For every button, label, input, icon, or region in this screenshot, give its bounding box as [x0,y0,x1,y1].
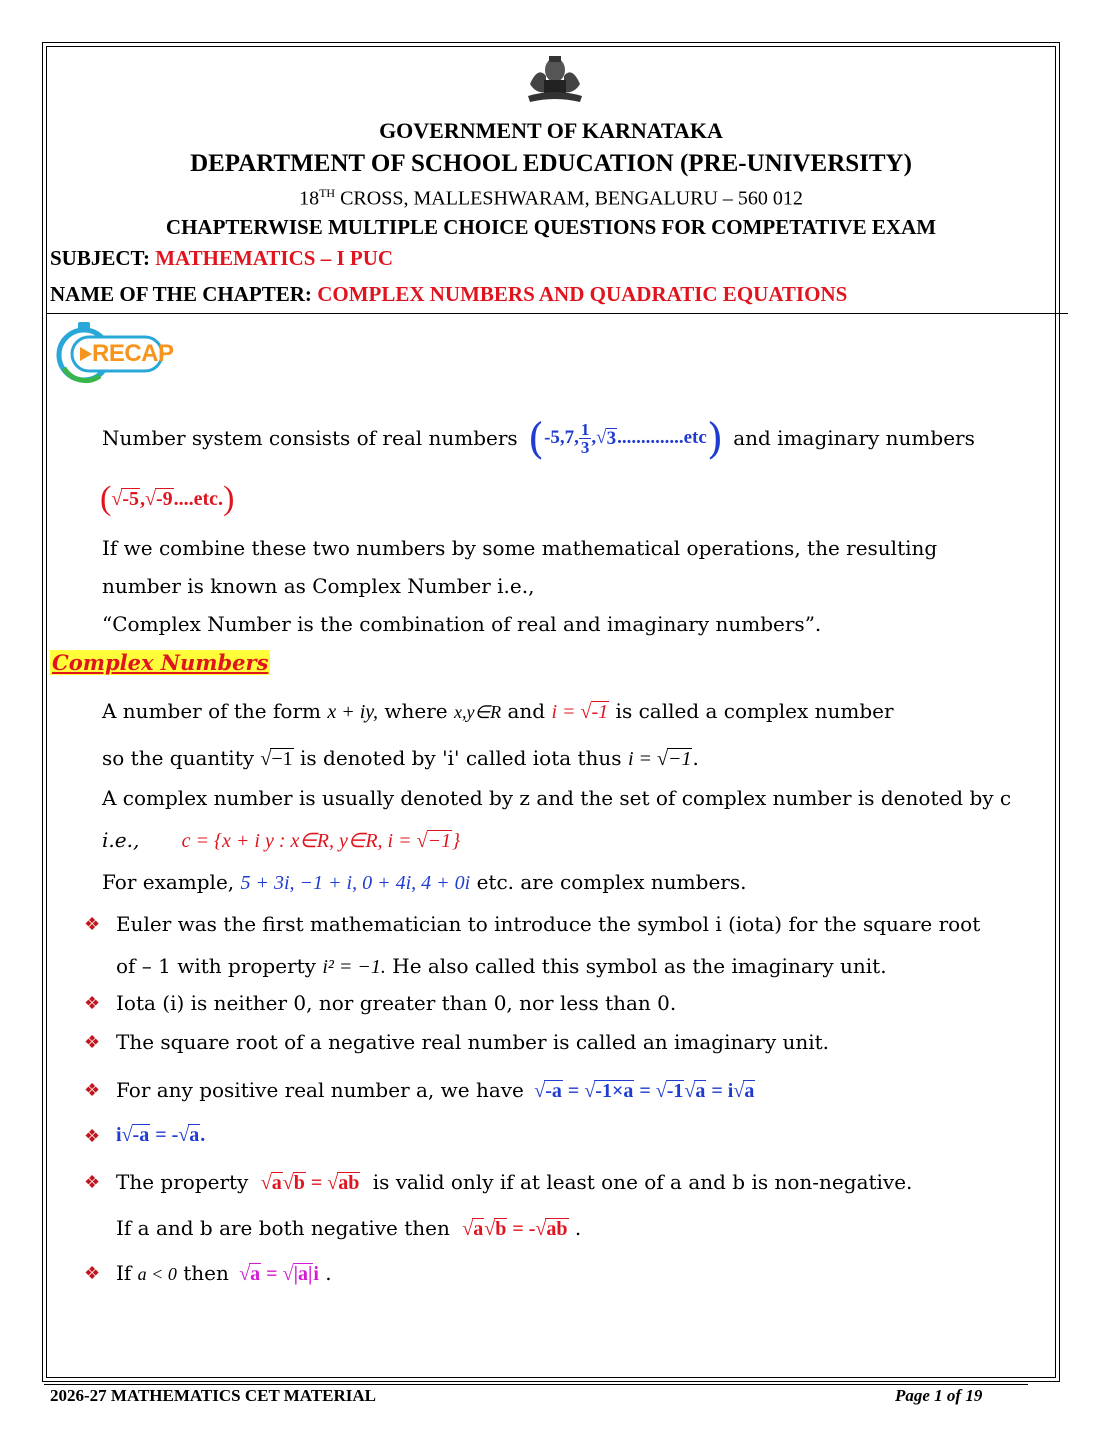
intro-line-2: If we combine these two numbers by some mathematical operations, the resulting [102,536,938,560]
header-divider [46,313,1068,314]
bullet-property-line-1: The property √a√b = √ab is valid only if at least one of a and b is non-negative. [116,1170,913,1194]
imaginary-examples: ( √ -5 ,√ -9 ....etc. ) [100,480,235,517]
footer-material-title: 2026-27 MATHEMATICS CET MATERIAL [50,1386,377,1405]
chapter-line: NAME OF THE CHAPTER: COMPLEX NUMBERS AND QUADRATIC EQUATIONS [50,282,848,306]
header-address: 18TH CROSS, MALLESHWARAM, BENGALURU – 560 012 [299,186,803,210]
bullet-property-line-2: If a and b are both negative then √a√b = -√ab . [116,1216,582,1240]
diamond-bullet-icon: ❖ [84,1126,101,1147]
bullet-euler-line-2: of – 1 with property i² = −1. He also called this symbol as the imaginary unit. [116,954,887,978]
intro-line-3: number is known as Complex Number i.e., [102,574,535,598]
bullet-positive-real: For any positive real number a, we have √-a = √-1×a = √-1√a = i√a [116,1078,755,1102]
header-department: DEPARTMENT OF SCHOOL EDUCATION (PRE-UNIVERSITY) [190,150,912,177]
bullet-i-sqrt-neg-a: i√-a = -√a. [116,1124,206,1146]
diamond-bullet-icon: ❖ [84,1032,101,1053]
karnataka-emblem-icon [522,54,588,104]
section-heading-highlight [50,650,270,675]
diamond-bullet-icon: ❖ [84,914,101,935]
footer-page-number: Page 1 of 19 [895,1386,983,1405]
subject-line: SUBJECT: MATHEMATICS – I PUC [50,246,394,270]
notation-line: A complex number is usually denoted by z and the set of complex number is denoted by c [102,786,1012,810]
header-exam-title: CHAPTERWISE MULTIPLE CHOICE QUESTIONS FOR COMPETATIVE EXAM [165,215,937,239]
bullet-euler-line-1: Euler was the first mathematician to introduce the symbol i (iota) for the square root [116,912,981,936]
bullet-negative-a: If a < 0 then √a = √|a|i . [116,1261,332,1285]
footer-divider [44,1384,1028,1385]
diamond-bullet-icon: ❖ [84,1172,101,1193]
example-line: For example, 5 + 3i, −1 + i, 0 + 4i, 4 + 0i etc. are complex numbers. [102,870,747,894]
intro-line-4: “Complex Number is the combination of real and imaginary numbers”. [102,612,822,636]
diamond-bullet-icon: ❖ [84,1080,101,1101]
set-definition-line: i.e., c = {x + i y : x∈R, y∈R, i = √−1} [102,828,461,852]
bullet-imaginary-unit: The square root of a negative real number is called an imaginary unit. [116,1030,830,1054]
bullet-iota-property: Iota (i) is neither 0, nor greater than 0, nor less than 0. [116,991,677,1015]
recap-badge-icon [52,318,174,388]
intro-line-1: Number system consists of real numbers ( -5,7, $\frac{1}{3}$ , √ 3 ..............etc ) and imaginary numbers [102,413,975,463]
iota-line: so the quantity √−1 is denoted by 'i' called iota thus i = √−1. [102,746,699,770]
diamond-bullet-icon: ❖ [84,1263,101,1284]
definition-line: A number of the form x + iy, where x,y∈R and i = √-1 is called a complex number [102,699,894,723]
diamond-bullet-icon: ❖ [84,993,101,1014]
header-government: GOVERNMENT OF KARNATAKA [379,118,723,143]
section-heading: Complex Numbers [52,650,269,675]
recap-badge-label: RECAP [92,340,174,367]
